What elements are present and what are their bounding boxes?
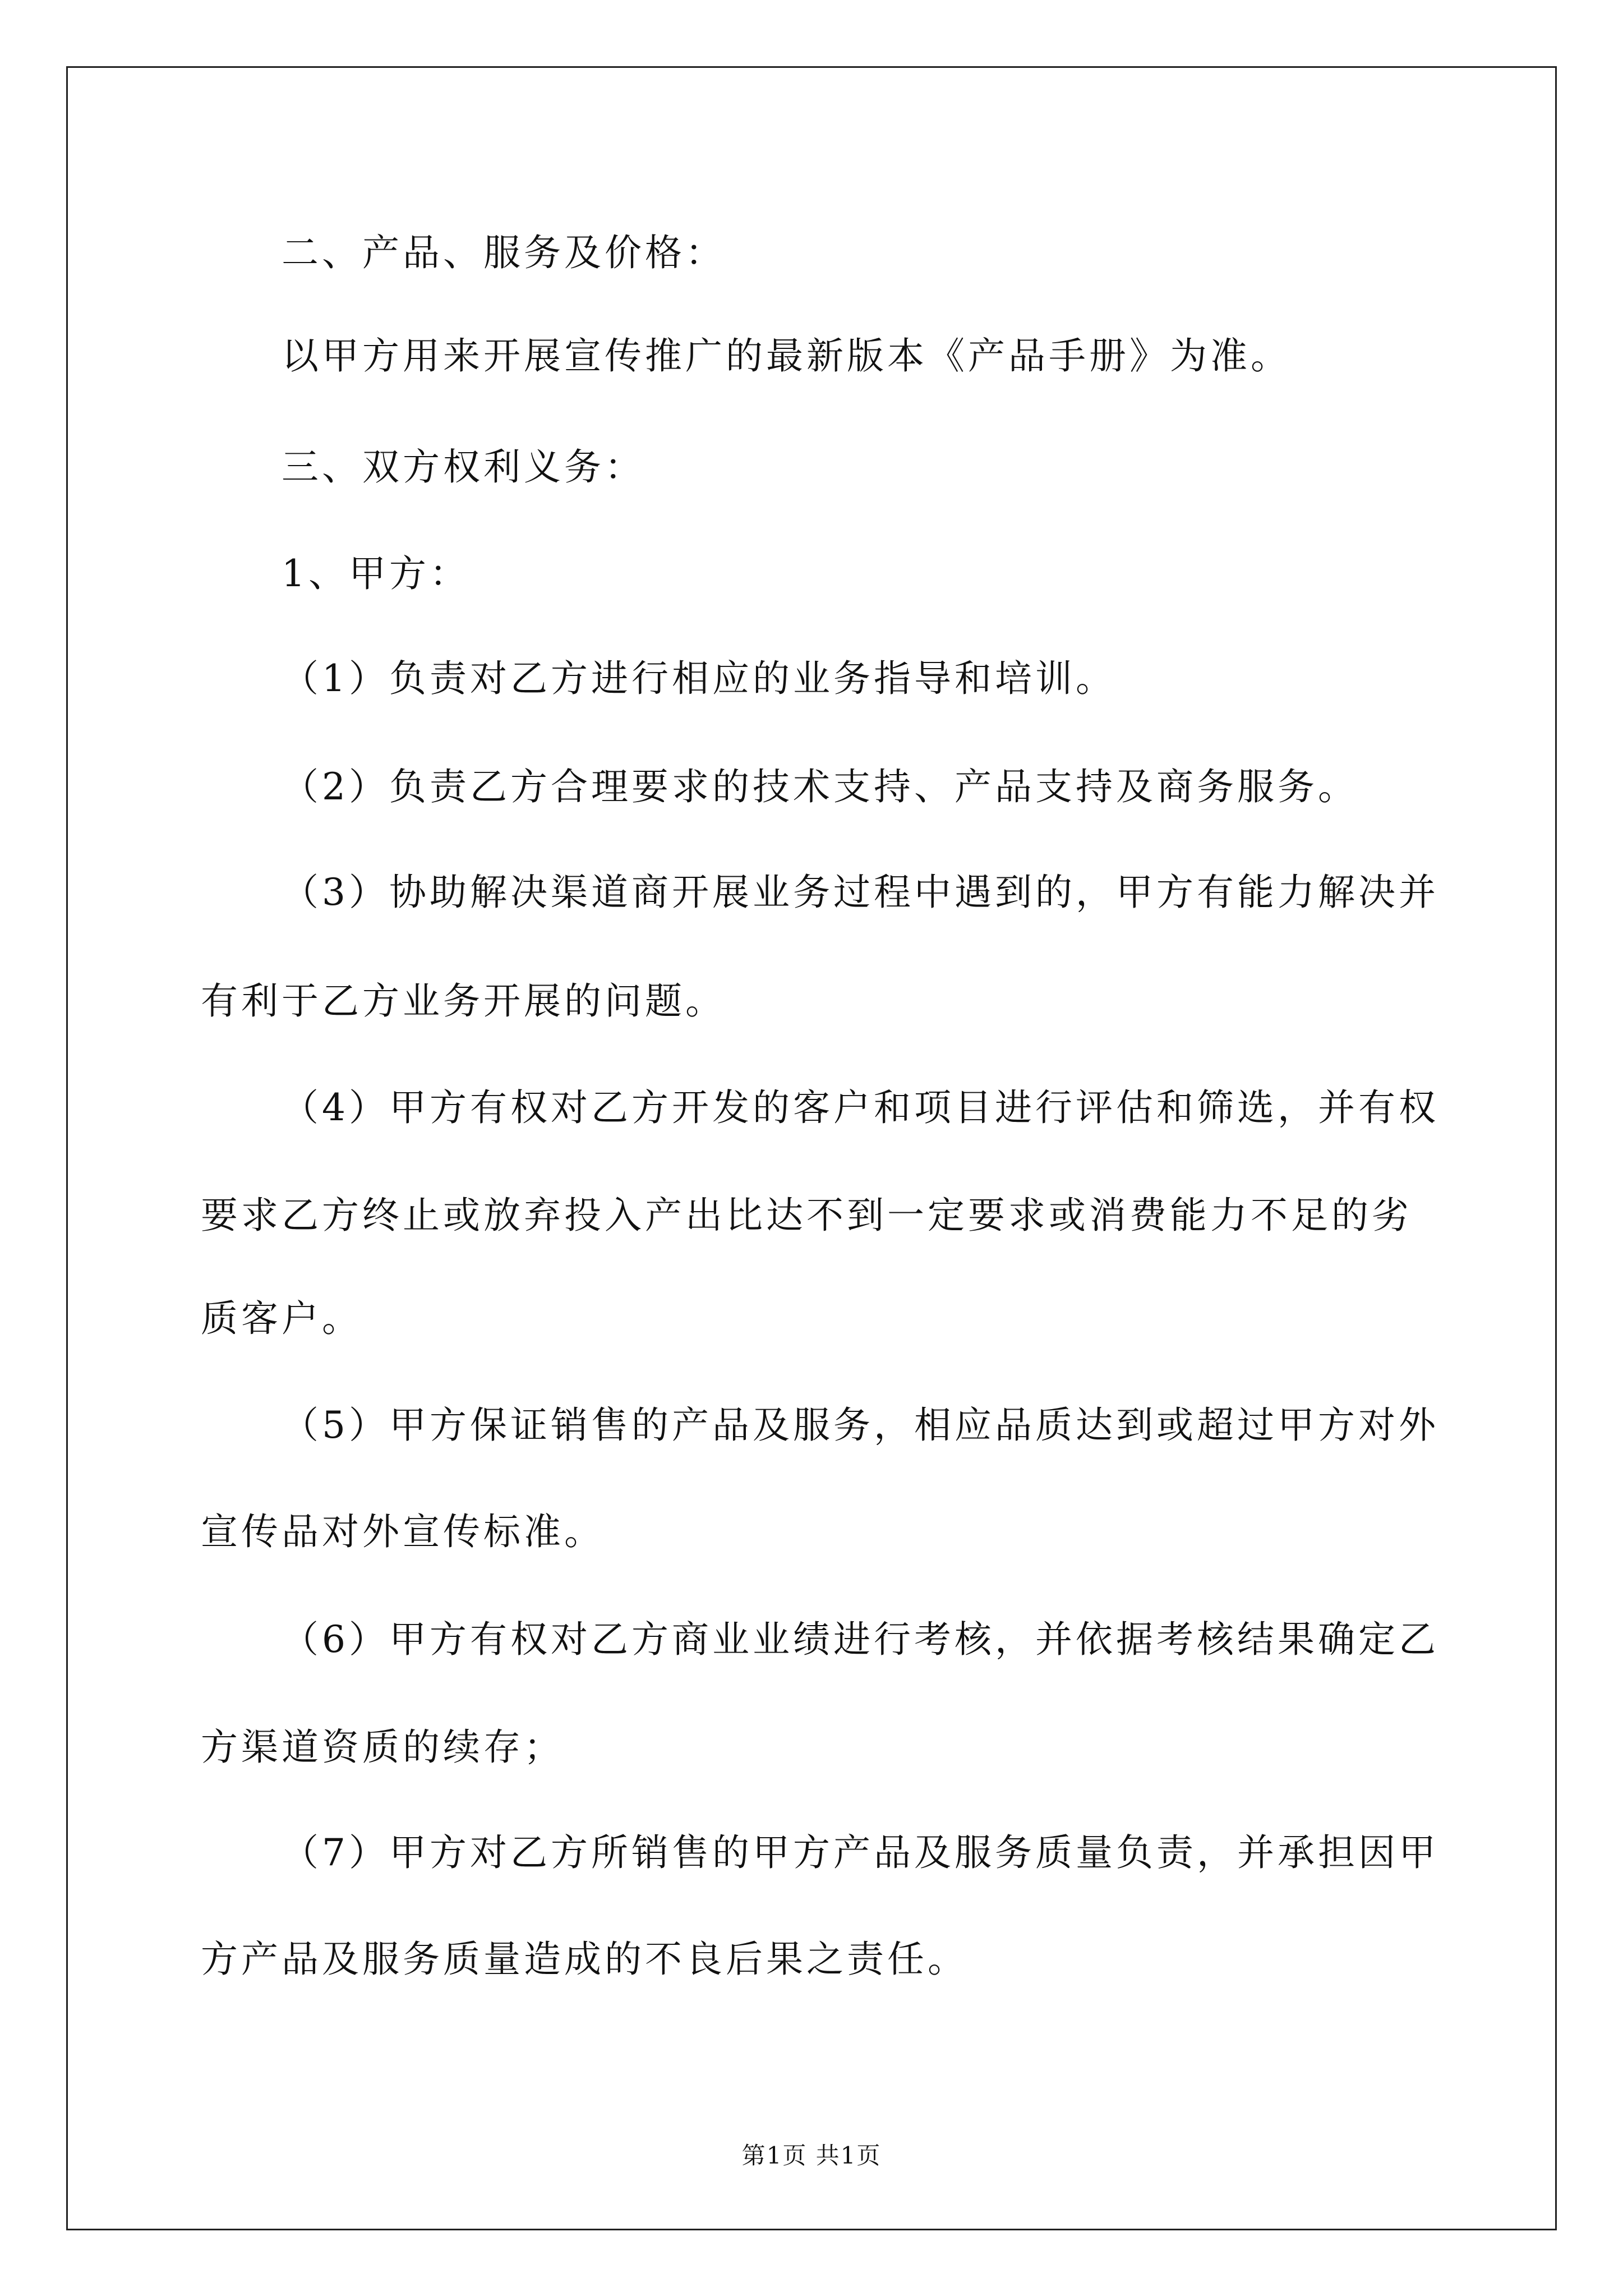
clause-4-line-1: （4）甲方有权对乙方开发的客户和项目进行评估和筛选，并有权 (282, 1086, 1439, 1129)
subheading-party-a: 1、甲方： (282, 552, 470, 595)
clause-4-line-2: 要求乙方终止或放弃投入产出比达不到一定要求或消费能力不足的劣 (201, 1194, 1412, 1237)
clause-7-line-1: （7）甲方对乙方所销售的甲方产品及服务质量负责，并承担因甲 (282, 1831, 1439, 1874)
page-border (66, 66, 1557, 2230)
paragraph-product-manual: 以甲方用来开展宣传推广的最新版本《产品手册》为准。 (282, 334, 1291, 378)
page-number-footer: 第1页 共1页 (741, 2142, 882, 2169)
clause-4-line-3: 质客户。 (201, 1297, 362, 1340)
heading-rights-obligations: 三、双方权利义务： (282, 445, 645, 489)
heading-products-services-pricing: 二、产品、服务及价格： (282, 231, 726, 274)
clause-6-line-1: （6）甲方有权对乙方商业业绩进行考核，并依据考核结果确定乙 (282, 1618, 1439, 1661)
clause-3-line-1: （3）协助解决渠道商开展业务过程中遇到的，甲方有能力解决并 (282, 871, 1439, 914)
clause-5-line-2: 宣传品对外宣传标准。 (201, 1510, 605, 1553)
clause-7-line-2: 方产品及服务质量造成的不良后果之责任。 (201, 1938, 968, 1981)
clause-2: （2）负责乙方合理要求的技术支持、产品支持及商务服务。 (282, 765, 1358, 808)
clause-3-line-2: 有利于乙方业务开展的问题。 (201, 979, 726, 1023)
clause-5-line-1: （5）甲方保证销售的产品及服务，相应品质达到或超过甲方对外 (282, 1404, 1439, 1447)
clause-6-line-2: 方渠道资质的续存； (201, 1726, 564, 1769)
clause-1: （1）负责对乙方进行相应的业务指导和培训。 (282, 657, 1116, 700)
